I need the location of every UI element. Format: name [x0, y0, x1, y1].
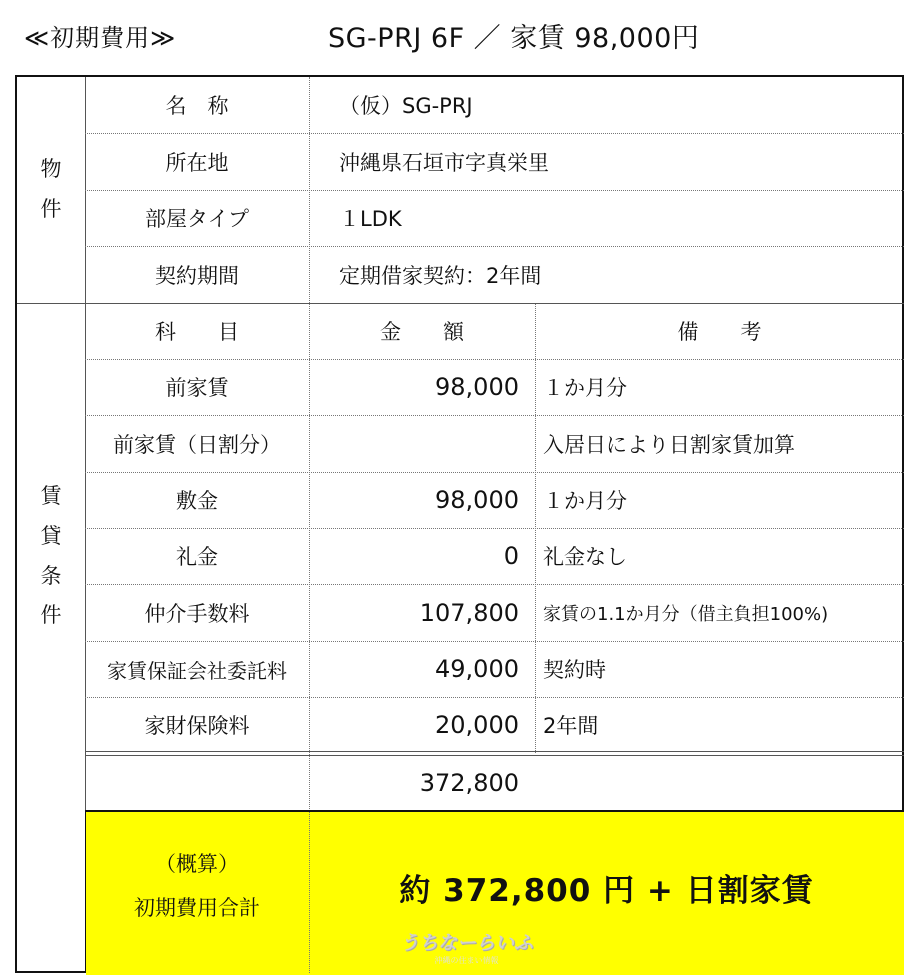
property-label-term: 契約期間	[155, 263, 239, 288]
property-value-location: 沖縄県石垣市字真栄里	[339, 150, 549, 175]
fee-note: １か月分	[543, 376, 627, 400]
property-value-name: （仮）SG-PRJ	[339, 94, 473, 118]
fee-note: １か月分	[543, 489, 627, 513]
property-group-label	[17, 77, 85, 303]
fee-note: 礼金なし	[543, 545, 627, 569]
total-amount: 約 372,800 円 + 日割家賃	[399, 872, 814, 909]
fee-amount	[309, 415, 535, 472]
property-label-location: 所在地	[165, 150, 229, 175]
group-char: 条	[40, 563, 62, 588]
total-label: 初期費用合計	[134, 896, 260, 920]
fee-item: 前家賃	[165, 376, 229, 400]
fee-item: 前家賃（日割分）	[113, 432, 281, 457]
column-header-note: 備 考	[677, 320, 762, 344]
lease-group-label	[17, 303, 85, 810]
property-value-term: 定期借家契約：2年間	[339, 263, 542, 288]
subtotal-double-line	[85, 751, 904, 752]
group-char: 件	[40, 603, 62, 628]
fee-note: 家賃の1.1か月分（借主負担100%)	[543, 603, 829, 625]
group-char: 賃	[40, 483, 62, 508]
fee-amount: 20,000	[435, 711, 519, 739]
group-char: 貸	[40, 523, 62, 548]
fee-item: 家賃保証会社委託料	[107, 658, 287, 683]
initial-cost-sheet	[15, 75, 904, 973]
fee-note: 契約時	[543, 658, 606, 682]
watermark-text: うちなーらいふ	[400, 932, 534, 954]
property-label-name: 名 称	[165, 94, 229, 118]
property-value-room-type: １LDK	[339, 207, 402, 231]
group-char: 物	[40, 157, 62, 182]
fee-item: 家財保険料	[144, 714, 250, 738]
property-rent-heading: SG-PRJ 6F ／ 家賃 98,000円	[328, 23, 700, 54]
watermark-subtext: 沖縄の住まい情報	[434, 956, 499, 965]
subtotal-amount: 372,800	[419, 768, 519, 797]
fee-amount: 0	[503, 542, 519, 570]
column-header-item: 科 目	[155, 320, 239, 344]
fee-item: 仲介手数料	[144, 601, 250, 626]
group-char: 件	[40, 197, 62, 221]
column-header-amount: 金 額	[380, 320, 464, 344]
fee-amount: 107,800	[419, 598, 519, 627]
fee-item: 礼金	[176, 545, 218, 569]
fee-note: 入居日により日割家賃加算	[543, 432, 795, 457]
fee-item: 敷金	[176, 489, 218, 513]
fee-amount: 49,000	[435, 655, 519, 683]
property-label-room-type: 部屋タイプ	[145, 207, 249, 231]
fee-note: 2年間	[543, 714, 599, 738]
fee-amount: 98,000	[435, 486, 519, 514]
fee-amount: 98,000	[435, 373, 519, 401]
watermark-logo	[400, 928, 533, 966]
total-label-estimate: （概算）	[155, 852, 239, 876]
page-heading: ≪初期費用≫	[24, 24, 177, 52]
